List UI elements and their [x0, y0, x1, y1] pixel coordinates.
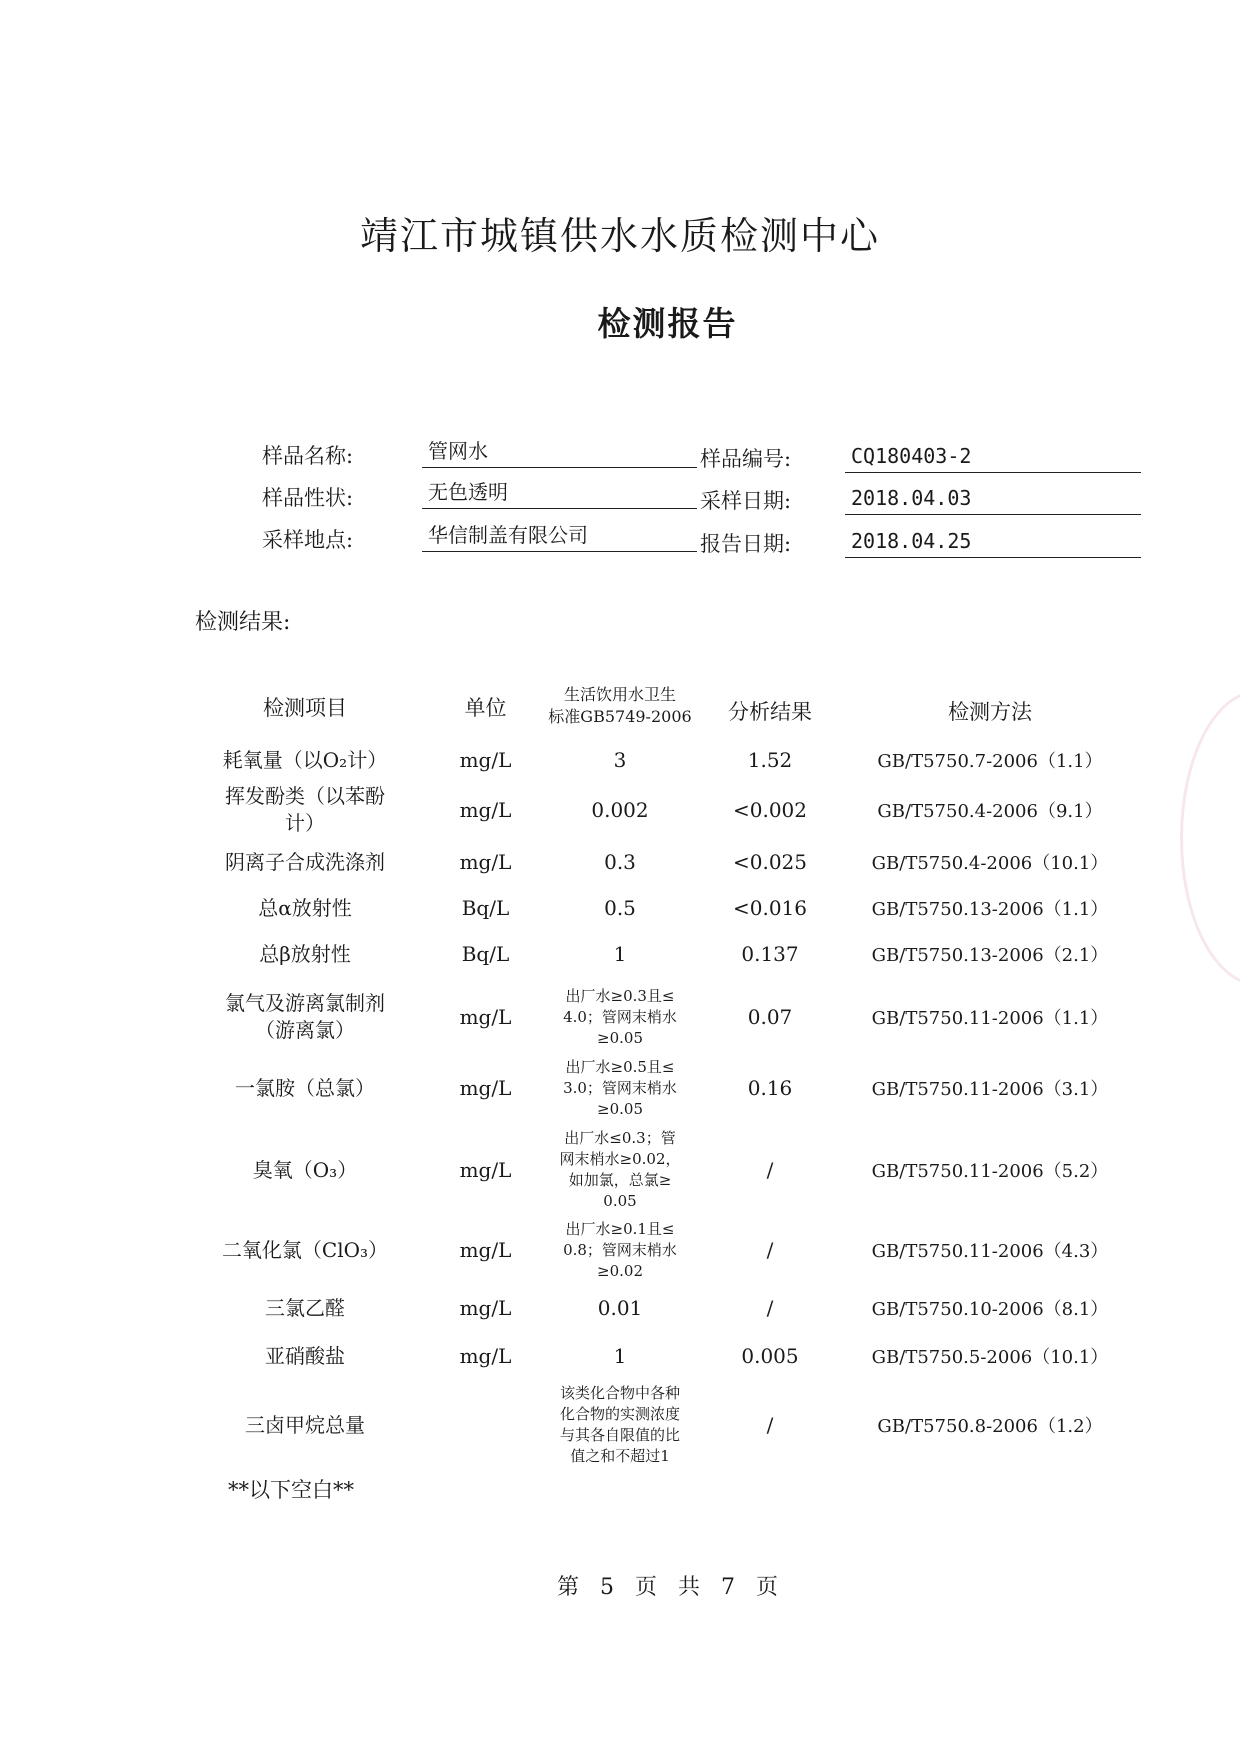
sampling-location-label: 采样地点: [262, 528, 354, 552]
row-result: / [766, 1296, 774, 1320]
row-item [185, 1295, 425, 1322]
row-result: / [766, 1413, 774, 1437]
header-standard-line2: 标准GB5749-2006 [548, 707, 692, 726]
row-standard-line: 0.5 [604, 895, 636, 920]
row-standard-line: 化合物的实测浓度 [559, 1405, 680, 1423]
row-standard [530, 747, 710, 774]
row-item-line1: 阴离子合成洗涤剂 [225, 849, 385, 874]
header-standard-line1: 生活饮用水卫生 [563, 685, 676, 704]
row-item-line1: 耗氧量（以O₂计） [222, 747, 388, 772]
row-standard-line: 网末梢水≥0.02， [559, 1150, 681, 1168]
row-item [185, 1343, 425, 1370]
row-item [185, 849, 425, 876]
report-title: 检测报告 [597, 304, 738, 343]
row-standard-line: ≥0.05 [597, 1028, 643, 1047]
row-item-line1: 一氯胺（总氯） [235, 1075, 375, 1100]
sample-name-label: 样品名称: [262, 444, 354, 468]
row-method: GB/T5750.4-2006（9.1） [877, 801, 1103, 822]
row-standard [530, 1057, 710, 1120]
row-unit: mg/L [459, 798, 512, 822]
row-standard [530, 1383, 710, 1467]
row-standard-line: 出厂水≥0.1且≤ [565, 1219, 675, 1238]
sample-state-label: 样品性状: [262, 486, 354, 510]
row-item-line1: 二氧化氯（ClO₃） [221, 1237, 389, 1262]
row-standard [530, 849, 710, 876]
row-standard [530, 1128, 710, 1212]
org-title: 靖江市城镇供水水质检测中心 [359, 214, 880, 258]
row-result: 1.52 [747, 748, 793, 772]
row-standard-line: 0.002 [591, 797, 649, 822]
stamp-mark [1180, 690, 1240, 986]
row-item [185, 990, 425, 1044]
row-unit: mg/L [459, 1005, 512, 1029]
row-standard-line: 与其各自限值的比 [559, 1426, 680, 1444]
row-item [185, 1075, 425, 1102]
header-standard [530, 684, 710, 728]
row-standard-line: ≥0.02 [597, 1261, 643, 1280]
row-standard [530, 797, 710, 824]
row-standard-line: ≥0.05 [597, 1099, 643, 1118]
row-method: GB/T5750.7-2006（1.1） [877, 751, 1103, 772]
sampling-location-value: 华信制盖有限公司 [422, 524, 697, 552]
row-method: GB/T5750.11-2006（5.2） [871, 1161, 1109, 1182]
row-result: / [766, 1238, 774, 1262]
row-standard-line: 3.0；管网末梢水 [563, 1078, 677, 1097]
row-item-line1: 总β放射性 [259, 941, 351, 966]
row-item [185, 1412, 425, 1439]
row-method: GB/T5750.10-2006（8.1） [871, 1299, 1109, 1320]
row-item [185, 783, 425, 837]
row-standard-line: 0.3 [604, 849, 636, 874]
row-standard [530, 941, 710, 968]
row-item [185, 1157, 425, 1184]
row-method: GB/T5750.13-2006（2.1） [871, 945, 1109, 966]
row-method: GB/T5750.11-2006（4.3） [871, 1241, 1109, 1262]
row-unit: mg/L [459, 1344, 512, 1368]
row-standard-line: 如加氯，总氯≥ [568, 1171, 672, 1189]
row-result: <0.016 [732, 896, 807, 920]
row-standard-line: 值之和不超过1 [570, 1447, 670, 1465]
report-date-label: 报告日期: [700, 532, 792, 556]
row-result: <0.002 [732, 798, 807, 822]
row-standard [530, 1219, 710, 1282]
row-method: GB/T5750.4-2006（10.1） [871, 853, 1109, 874]
row-item-line1: 亚硝酸盐 [265, 1343, 345, 1368]
row-item-line1: 三卤甲烷总量 [245, 1412, 365, 1437]
header-method: 检测方法 [948, 700, 1032, 724]
row-standard-line: 该类化合物中各种 [559, 1384, 680, 1402]
row-standard-line: 出厂水≤0.3；管 [564, 1129, 676, 1147]
header-result: 分析结果 [728, 700, 812, 724]
row-standard [530, 895, 710, 922]
row-method: GB/T5750.11-2006（3.1） [871, 1079, 1109, 1100]
row-unit: Bq/L [461, 896, 510, 920]
row-item-line1: 挥发酚类（以苯酚 [225, 784, 385, 808]
header-item: 检测项目 [263, 696, 347, 720]
row-standard-line: 0.01 [597, 1295, 643, 1320]
sampling-date-value: 2018.04.03 [845, 487, 1141, 515]
row-standard [530, 986, 710, 1049]
row-standard-line: 4.0；管网末梢水 [563, 1007, 677, 1026]
row-result: 0.16 [747, 1076, 793, 1100]
row-standard-line: 1 [613, 1343, 627, 1368]
row-result: / [766, 1158, 774, 1182]
row-unit: mg/L [459, 1296, 512, 1320]
row-unit: mg/L [459, 1238, 512, 1262]
row-method: GB/T5750.11-2006（1.1） [871, 1008, 1109, 1029]
sample-number-value: CQ180403-2 [845, 445, 1141, 473]
sample-number-label: 样品编号: [700, 447, 792, 471]
sample-state-value: 无色透明 [422, 481, 697, 509]
row-unit: mg/L [459, 850, 512, 874]
row-standard-line: 1 [613, 941, 627, 966]
row-unit: mg/L [459, 748, 512, 772]
row-result: 0.07 [747, 1005, 793, 1029]
row-standard-line: 0.8；管网末梢水 [563, 1240, 677, 1259]
row-result: 0.137 [741, 942, 799, 966]
row-standard-line: 出厂水≥0.3且≤ [565, 986, 675, 1005]
end-note: **以下空白** [228, 1478, 354, 1502]
row-unit: Bq/L [461, 942, 510, 966]
row-item [185, 747, 425, 774]
row-standard-line: 出厂水≥0.5且≤ [565, 1057, 675, 1076]
row-item-line2: 计） [285, 811, 325, 835]
row-item-line1: 总α放射性 [258, 895, 352, 920]
row-item-line2: （游离氯） [255, 1018, 355, 1042]
row-unit: mg/L [459, 1076, 512, 1100]
sampling-date-label: 采样日期: [700, 489, 792, 513]
row-result: <0.025 [732, 850, 807, 874]
row-result: 0.005 [741, 1344, 799, 1368]
row-item [185, 895, 425, 922]
row-item [185, 1237, 425, 1264]
row-standard [530, 1295, 710, 1322]
row-method: GB/T5750.13-2006（1.1） [871, 899, 1109, 920]
row-method: GB/T5750.8-2006（1.2） [877, 1416, 1103, 1437]
header-unit: 单位 [464, 696, 507, 720]
row-item [185, 941, 425, 968]
row-standard-line: 0.05 [603, 1192, 637, 1210]
report-date-value: 2018.04.25 [845, 530, 1141, 558]
row-standard [530, 1343, 710, 1370]
page-footer: 第 5 页 共 7 页 [557, 1575, 778, 1600]
row-standard-line: 3 [613, 747, 627, 772]
row-unit: mg/L [459, 1158, 512, 1182]
row-item-line1: 臭氧（O₃） [252, 1157, 358, 1182]
row-method: GB/T5750.5-2006（10.1） [871, 1347, 1109, 1368]
results-heading: 检测结果: [195, 610, 291, 635]
sample-name-value: 管网水 [422, 440, 697, 468]
row-item-line1: 三氯乙醛 [265, 1295, 345, 1320]
row-item-line1: 氯气及游离氯制剂 [225, 991, 385, 1015]
